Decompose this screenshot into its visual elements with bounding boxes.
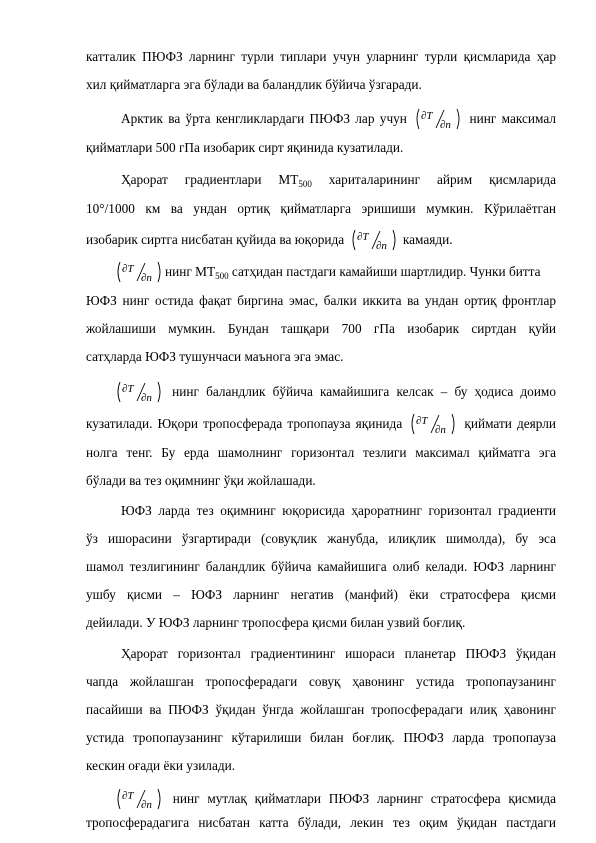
text-line — [86, 229, 556, 251]
text-span: изобарик сиртга нисбатан қуйида ва юқорида — [86, 232, 345, 247]
text-line: ўз ишорасини ўзгартиради (совуқлик жанубда, илиқлик шимолда), бу эса — [86, 531, 556, 546]
fraction-numerator: ∂T — [122, 263, 134, 275]
text-line: сатҳларда ЮФЗ тушунчаси маънога эга эмас. — [86, 349, 344, 364]
text-span: Арктик ва ўрта кенгликлардаги ПЮФЗ лар учун — [121, 111, 407, 126]
text-span: нинг МТ — [165, 264, 216, 279]
partial-derivative-fraction — [409, 413, 457, 435]
text-line: нолга тенг. Бу ерда шамолнинг горизонтал тезлиги максимал қийматга эга — [86, 445, 556, 460]
fraction-denominator: ∂n — [141, 799, 152, 810]
text-span: кузатилади. Юқори тропосферада тропопауза яқинида — [86, 416, 403, 431]
text-span: нинг мутлақ қийматлари ПЮФЗ ларнинг стратосфера қисмида — [172, 791, 557, 806]
text-line — [121, 261, 556, 283]
fraction-denominator: ∂n — [141, 392, 152, 403]
partial-derivative-fraction — [115, 381, 163, 403]
text-line: катталик ПЮФЗ ларнинг турли типлари учун уларнинг турли қисмларида ҳар — [86, 49, 556, 64]
text-span: нинг максимал — [469, 111, 556, 126]
text-line: Ҳарорат горизонтал градиентининг ишораси планетар ПЮФЗ ўқидан — [121, 646, 556, 661]
partial-derivative-fraction — [350, 229, 398, 251]
text-span: нинг баландлик бўйича камайишига келсак – бу ҳодиса доимо — [172, 384, 557, 399]
text-line — [86, 413, 556, 435]
text-line: пасайиши ва ПЮФЗ ўқидан ўнгда жойлашган тропосферадаги илиқ ҳавонинг — [86, 702, 556, 717]
text-line: устида тропопаузанинг кўтарилиши билан боғлиқ. ПЮФЗ ларда тропопауза — [86, 730, 556, 745]
text-span: хариталарининг айрим қисмларида — [328, 172, 556, 187]
fraction-numerator: ∂T — [416, 415, 428, 427]
text-line: бўлади ва тез оқимнинг ўқи жойлашади. — [86, 473, 316, 488]
text-line: ЮФЗ ларда тез оқимнинг юқорисида ҳароратнинг горизонтал градиенти — [121, 503, 556, 518]
fraction-numerator: ∂T — [421, 110, 433, 122]
text-line: кескин оғади ёки узилади. — [86, 758, 236, 773]
text-span: қиймати деярли — [464, 416, 556, 431]
text-line: 10°/1000 км ва ундан ортиқ қийматларга эришиши мумкин. Кўрилаётган — [86, 201, 556, 216]
text-line: чапда жойлашган тропосферадаги совуқ ҳавонинг устида тропопаузанинг — [86, 674, 556, 689]
fraction-denominator: ∂n — [440, 119, 452, 130]
fraction-numerator: ∂T — [122, 383, 134, 395]
text-line: дейилади. У ЮФЗ ларнинг тропосфера қисми билан узвий боғлиқ. — [86, 615, 466, 630]
text-line: шамол тезлигининг баландлик бўйича камайишига олиб келади. ЮФЗ ларнинг — [86, 559, 556, 574]
partial-derivative-fraction — [115, 788, 163, 810]
partial-derivative-fraction — [414, 108, 462, 130]
text-line — [121, 381, 557, 403]
text-line: қийматлари 500 гПа изобарик сирт яқинида кузатилади. — [86, 140, 404, 155]
subscript: 500 — [215, 271, 229, 281]
text-line: тропосферадагига нисбатан катта бўлади, лекин тез оқим ўқидан пастдаги — [86, 815, 556, 830]
text-line: жойлашиши мумкин. Бундан ташқари 700 гПа изобарик сиртдан қуйи — [86, 321, 556, 336]
text-span: сатҳидан пастдаги камайиши шартлидир. Чунки битта — [228, 264, 541, 279]
fraction-denominator: ∂n — [141, 272, 152, 283]
text-line — [121, 788, 557, 810]
fraction-numerator: ∂T — [356, 231, 369, 243]
text-line: хил қийматларга эга бўлади ва баландлик бўйича ўзгаради. — [86, 77, 422, 92]
text-line — [121, 172, 556, 188]
text-line — [121, 108, 556, 130]
text-line: ЮФЗ нинг остида фақат биргина эмас, балки иккита ва ундан ортиқ фронтлар — [86, 293, 556, 308]
text-span: Ҳарорат градиентлари $МТ_{500}$ — [121, 172, 312, 189]
text-line: ушбу қисми – ЮФЗ ларнинг негатив (манфий) ёки стратосфера қисми — [86, 587, 556, 602]
fraction-denominator: ∂n — [435, 424, 447, 435]
partial-derivative-fraction — [115, 261, 163, 283]
text-span: камаяди. — [402, 232, 453, 247]
fraction-numerator: ∂T — [122, 790, 134, 802]
fraction-denominator: ∂n — [375, 240, 387, 251]
